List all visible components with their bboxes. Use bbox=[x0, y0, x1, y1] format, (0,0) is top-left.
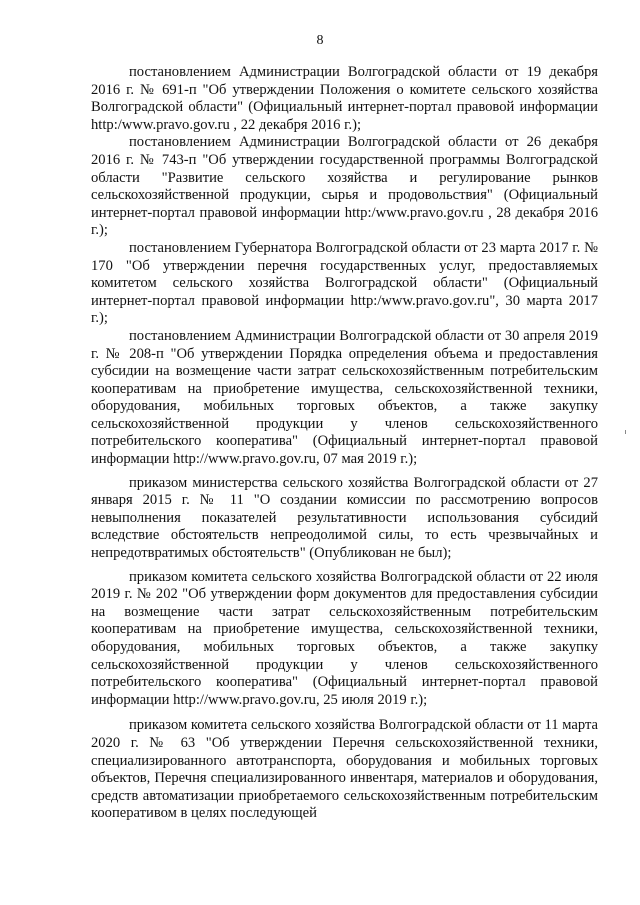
paragraph-order-202: приказом комитета сельского хозяйства Волгоградской области от 22 июля 2019 г. № 202 "Об утверждении форм документов для предоставления субсидии на возмещение части затрат сельскохозяйственным потребительским кооперативам на приобретение имущества, сельскохозяйственной техники, оборудования, мобильных торговых объектов, а также закупку сельскохозяйственной продукции у членов сельскохозяйственного потребительского кооператива" (Официальный интернет-портал правовой информации http://www.pravo.gov.ru, 25 июля 2019 г.); bbox=[91, 568, 598, 708]
scan-margin-mark bbox=[625, 430, 626, 434]
paragraph-governor-resolution-170: постановлением Губернатора Волгоградской области от 23 марта 2017 г. № 170 "Об утверждении перечня государственных услуг, предоставляемых комитетом сельского хозяйства Волгоградской области" (Официальный интернет-портал правовой информации http:/www.pravo.gov.ru", 30 марта 2017 г.); bbox=[91, 239, 598, 327]
paragraph-order-11: приказом министерства сельского хозяйства Волгоградской области от 27 января 2015 г. № 11 "О создании комиссии по рассмотрению вопросов невыполнения показателей результативности использования субсидий вследствие обстоятельств непреодолимой силы, то есть чрезвычайных и непредотвратимых обстоятельств" (Опубликован не был); bbox=[91, 474, 598, 562]
paragraph-resolution-691: постановлением Администрации Волгоградской области от 19 декабря 2016 г. № 691-п "Об утверждении Положения о комитете сельского хозяйства Волгоградской области" (Официальный интернет-портал правовой информации http:/www.pravo.gov.ru , 22 декабря 2016 г.); bbox=[91, 64, 598, 133]
document-body bbox=[91, 64, 598, 823]
paragraph-resolution-208: постановлением Администрации Волгоградской области от 30 апреля 2019 г. № 208-п "Об утверждении Порядка определения объема и предоставления субсидии на возмещение части затрат сельскохозяйственным потребительским кооперативам на приобретение имущества, сельскохозяйственной техники, оборудования, мобильных торговых объектов, а также закупку сельскохозяйственной продукции у членов сельскохозяйственного потребительского кооператива" (Официальный интернет-портал правовой информации http://www.pravo.gov.ru, 07 мая 2019 г.); bbox=[91, 327, 598, 468]
paragraph-order-63: приказом комитета сельского хозяйства Волгоградской области от 11 марта 2020 г. № 63 "Об утверждении Перечня сельскохозяйственной техники, специализированного автотранспорта, оборудования и мобильных торговых объектов, Перечня специализированного инвентаря, материалов и оборудования, средств автоматизации приобретаемого сельскохозяйственным потребительским кооперативом в целях последующей bbox=[91, 717, 598, 822]
paragraph-resolution-743: постановлением Администрации Волгоградской области от 26 декабря 2016 г. № 743-п "Об утверждении государственной программы Волгоградской области "Развитие сельского хозяйства и регулирование рынков сельскохозяйственной продукции, сырья и продовольствия" (Официальный интернет-портал правовой информации http:/www.pravo.gov.ru , 28 декабря 2016 г.); bbox=[91, 134, 598, 239]
page-number: 8 bbox=[316, 33, 324, 48]
